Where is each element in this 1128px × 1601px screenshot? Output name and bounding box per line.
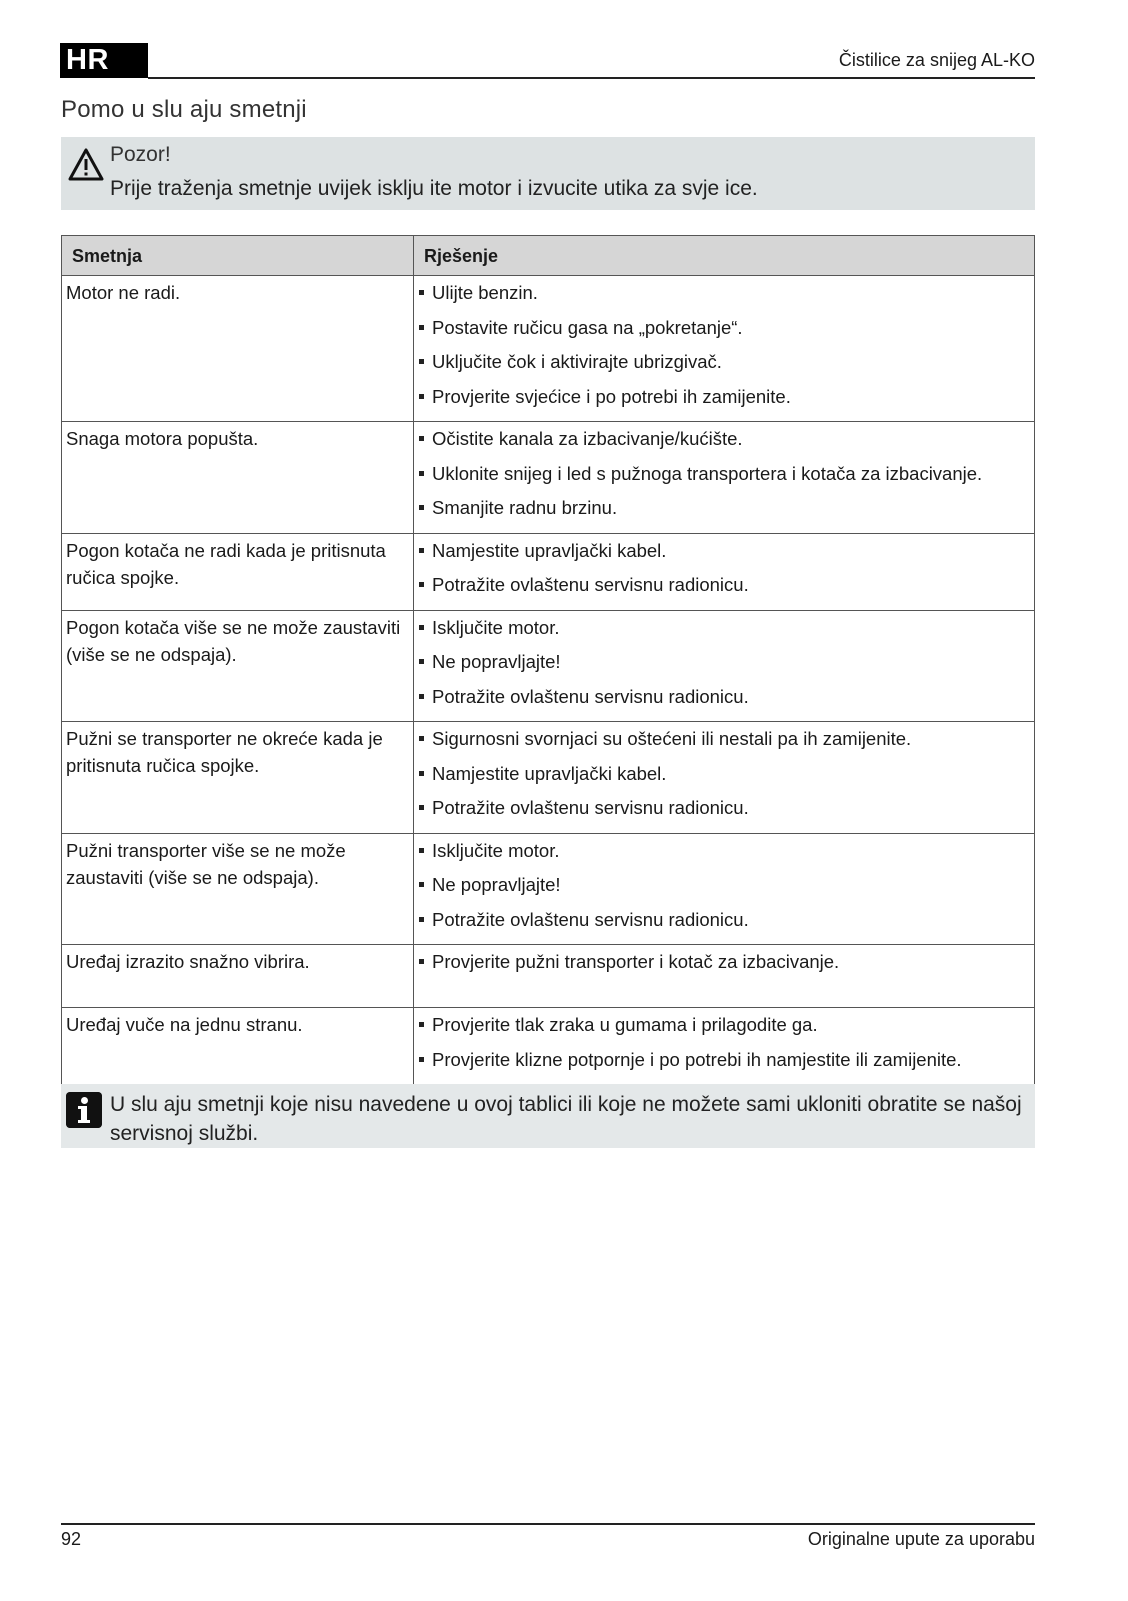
bullet-icon xyxy=(419,959,424,964)
solution-item xyxy=(419,871,1030,906)
solution-text: Smanjite radnu brzinu. xyxy=(432,497,618,518)
bullet-icon xyxy=(419,625,424,630)
bullet-icon xyxy=(419,471,424,476)
solution-cell xyxy=(414,610,1035,722)
solution-text: Provjerite svjećice i po potrebi ih zamijenite. xyxy=(432,385,791,407)
column-header-fault: Smetnja xyxy=(62,236,414,276)
solution-text: Očistite kanala za izbacivanje/kućište. xyxy=(432,428,743,449)
bullet-icon xyxy=(419,359,424,364)
solution-item xyxy=(419,314,1030,349)
solution-item xyxy=(419,614,1030,649)
solution-text: Potražite ovlaštenu servisnu radionicu. xyxy=(432,574,749,595)
solution-item xyxy=(419,537,1030,572)
solution-text: Potražite ovlaštenu servisnu radionicu. xyxy=(432,908,749,930)
solution-item xyxy=(419,906,1030,941)
warning-text: Prije traženja smetnje uvijek isklju ite motor i izvucite utika za svje ice. xyxy=(110,177,758,200)
solution-item xyxy=(419,725,1030,760)
table-header-row xyxy=(62,236,1035,276)
table-row xyxy=(62,945,1035,1008)
solution-item xyxy=(419,494,1030,529)
solution-text: Uključite čok i aktivirajte ubrizgivač. xyxy=(432,351,722,372)
solution-text: Namjestite upravljački kabel. xyxy=(432,539,667,561)
solution-text: Postavite ručicu gasa na „pokretanje“. xyxy=(432,316,743,338)
fault-cell: Motor ne radi. xyxy=(62,276,414,422)
table-row xyxy=(62,422,1035,534)
solution-text: Namjestite upravljački kabel. xyxy=(432,762,667,784)
warning-triangle-icon xyxy=(68,148,104,181)
bullet-icon xyxy=(419,582,424,587)
footer-rule xyxy=(61,1523,1035,1525)
header-rule xyxy=(148,77,1035,79)
bullet-icon xyxy=(419,848,424,853)
solution-item xyxy=(419,648,1030,683)
solution-text: Isključite motor. xyxy=(432,839,560,861)
bullet-icon xyxy=(419,505,424,510)
solution-cell xyxy=(414,422,1035,534)
solution-item xyxy=(419,794,1030,829)
table-row xyxy=(62,1008,1035,1085)
solution-text: Ne popravljajte! xyxy=(432,874,561,895)
footer-note: Originalne upute za uporabu xyxy=(807,1529,1035,1549)
solution-text: Provjerite klizne potpornje i po potrebi ih namjestite ili zamijenite. xyxy=(432,1048,962,1070)
table-row xyxy=(62,610,1035,722)
solution-item xyxy=(419,837,1030,872)
bullet-icon xyxy=(419,1057,424,1062)
table-row xyxy=(62,276,1035,422)
bullet-icon xyxy=(419,659,424,664)
solution-item xyxy=(419,1046,1030,1081)
solution-cell xyxy=(414,533,1035,610)
info-text: U slu aju smetnji koje nisu navedene u ovoj tablici ili koje ne možete sami ukloniti obratite se našoj servisnoj službi. xyxy=(110,1093,1022,1145)
language-badge: HR xyxy=(60,43,148,78)
solution-item xyxy=(419,460,1030,495)
bullet-icon xyxy=(419,771,424,776)
table-row xyxy=(62,722,1035,834)
solution-cell xyxy=(414,722,1035,834)
solution-text: Provjerite pužni transporter i kotač za izbacivanje. xyxy=(432,951,840,972)
solution-cell xyxy=(414,276,1035,422)
solution-cell xyxy=(414,945,1035,1008)
table-row xyxy=(62,533,1035,610)
solution-cell xyxy=(414,1008,1035,1085)
fault-cell: Pogon kotača ne radi kada je pritisnuta ručica spojke. xyxy=(62,533,414,610)
fault-cell: Pužni transporter više se ne može zaustaviti (više se ne odspaja). xyxy=(62,833,414,945)
solution-text: Potražite ovlaštenu servisnu radionicu. xyxy=(432,797,749,818)
solution-item xyxy=(419,348,1030,383)
solution-text: Ne popravljajte! xyxy=(432,651,561,672)
info-icon xyxy=(66,1092,102,1128)
solution-text: Sigurnosni svornjaci su oštećeni ili nestali pa ih zamijenite. xyxy=(432,728,912,749)
fault-cell: Uređaj izrazito snažno vibrira. xyxy=(62,945,414,1008)
bullet-icon xyxy=(419,736,424,741)
solution-item xyxy=(419,948,1030,983)
table-row xyxy=(62,833,1035,945)
bullet-icon xyxy=(419,325,424,330)
document-title: Čistilice za snijeg AL-KO xyxy=(838,50,1035,70)
solution-text: Ulijte benzin. xyxy=(432,282,538,303)
bullet-icon xyxy=(419,290,424,295)
info-box xyxy=(61,1084,1035,1148)
solution-item xyxy=(419,383,1030,418)
solution-item xyxy=(419,683,1030,718)
solution-text: Provjerite tlak zraka u gumama i prilagodite ga. xyxy=(432,1014,818,1035)
solution-item xyxy=(419,1011,1030,1046)
solution-item xyxy=(419,571,1030,606)
troubleshooting-table xyxy=(61,235,1035,1085)
bullet-icon xyxy=(419,548,424,553)
solution-item xyxy=(419,425,1030,460)
solution-cell xyxy=(414,833,1035,945)
solution-item xyxy=(419,279,1030,314)
solution-text: Uklonite snijeg i led s pužnoga transportera i kotača za izbacivanje. xyxy=(432,462,983,484)
page-number: 92 xyxy=(61,1529,82,1549)
warning-heading: Pozor! xyxy=(110,143,171,166)
fault-cell: Pogon kotača više se ne može zaustaviti (više se ne odspaja). xyxy=(62,610,414,722)
fault-cell: Uređaj vuče na jednu stranu. xyxy=(62,1008,414,1085)
solution-text: Isključite motor. xyxy=(432,616,560,638)
bullet-icon xyxy=(419,694,424,699)
bullet-icon xyxy=(419,917,424,922)
fault-cell: Pužni se transporter ne okreće kada je pritisnuta ručica spojke. xyxy=(62,722,414,834)
bullet-icon xyxy=(419,882,424,887)
bullet-icon xyxy=(419,805,424,810)
section-title: Pomo u slu aju smetnji xyxy=(61,96,307,123)
fault-cell: Snaga motora popušta. xyxy=(62,422,414,534)
bullet-icon xyxy=(419,1022,424,1027)
solution-text: Potražite ovlaštenu servisnu radionicu. xyxy=(432,685,749,707)
bullet-icon xyxy=(419,436,424,441)
column-header-solution: Rješenje xyxy=(414,236,1035,276)
bullet-icon xyxy=(419,394,424,399)
solution-item xyxy=(419,760,1030,795)
warning-box xyxy=(61,137,1035,210)
